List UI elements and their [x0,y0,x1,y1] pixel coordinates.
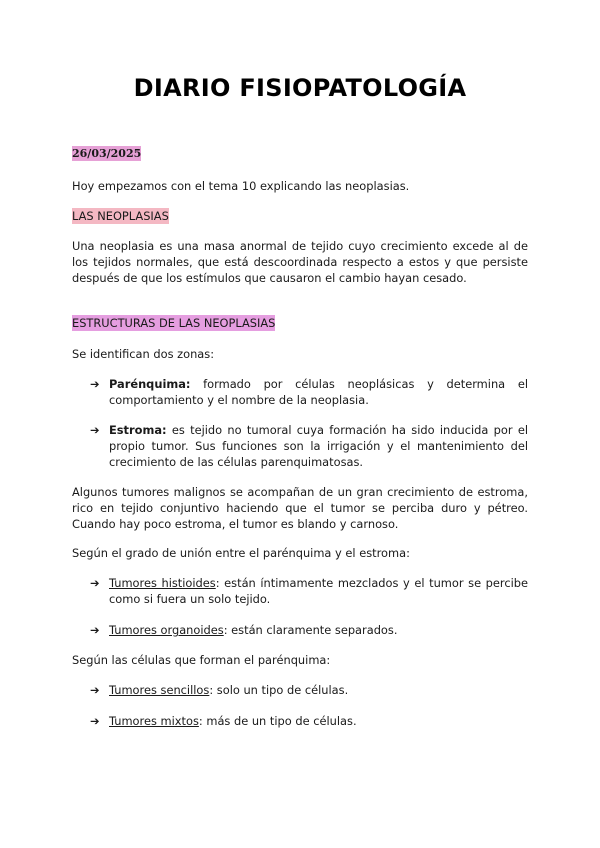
arrow-bullet-icon: ➔ [90,714,100,728]
list-item [90,575,528,607]
arrow-bullet-icon: ➔ [90,377,100,391]
definition-paragraph: Una neoplasia es una masa anormal de tejido cuyo crecimiento excede al de los tejidos normales, que está descoordinada respecto a estos y que persiste después de que los estímulos que causaron el cambio hayan cesado. [72,239,528,285]
term-sencillos: Tumores sencillos [109,683,210,697]
arrow-bullet-icon: ➔ [90,683,100,697]
date-label: 26/03/2025 [72,147,142,160]
section-heading-neoplasias-label: LAS NEOPLASIAS [72,209,169,223]
term-description: : solo un tipo de células. [209,683,349,697]
cells-intro: Según las células que forman el parénquima: [72,653,331,667]
list-item-text [109,575,528,607]
section-heading-estructuras-label: ESTRUCTURAS DE LAS NEOPLASIAS [72,316,276,330]
arrow-bullet-icon: ➔ [90,623,100,637]
term-parenquima: Parénquima: [109,377,191,391]
document-title: DIARIO FISIOPATOLOGÍA [133,74,467,102]
zones-intro: Se identifican dos zonas: [72,347,215,361]
term-description: formado por células neoplásicas y determina el comportamiento y el nombre de la neoplasia. [109,377,528,407]
intro-paragraph: Hoy empezamos con el tema 10 explicando las neoplasias. [72,179,410,193]
term-organoides: Tumores organoides [109,623,224,637]
date-line [72,145,528,162]
list-item-text [109,422,528,470]
list-item-text [109,622,528,638]
list-item [90,422,528,470]
list-item [90,376,528,408]
stroma-paragraph: Algunos tumores malignos se acompañan de un gran crecimiento de estroma, rico en tejido conjuntivo haciendo que el tumor se perciba duro y pétreo. Cuando hay poco estroma, el tumor es blando y carnoso. [72,485,528,531]
list-item-text [109,682,528,698]
term-estroma: Estroma: [109,423,167,437]
term-description: : más de un tipo de células. [198,714,357,728]
term-description: : están íntimamente mezclados y el tumor se percibe como si fuera un solo tejido. [109,576,528,606]
section-heading-estructuras [72,315,528,331]
term-histioides: Tumores histioides [109,576,216,590]
term-description: : están claramente separados. [223,623,398,637]
section-heading-neoplasias [72,208,528,224]
list-item [90,682,528,698]
list-item-text [109,376,528,408]
list-item [90,622,528,638]
union-intro: Según el grado de unión entre el parénquima y el estroma: [72,546,410,560]
arrow-bullet-icon: ➔ [90,423,100,437]
arrow-bullet-icon: ➔ [90,576,100,590]
list-item-text [109,713,528,729]
list-item [90,713,528,729]
term-description: es tejido no tumoral cuya formación ha sido inducida por el propio tumor. Sus funciones son la irrigación y el mantenimiento del crecimiento de las células parenquimatosas. [109,423,528,469]
term-mixtos: Tumores mixtos [109,714,199,728]
